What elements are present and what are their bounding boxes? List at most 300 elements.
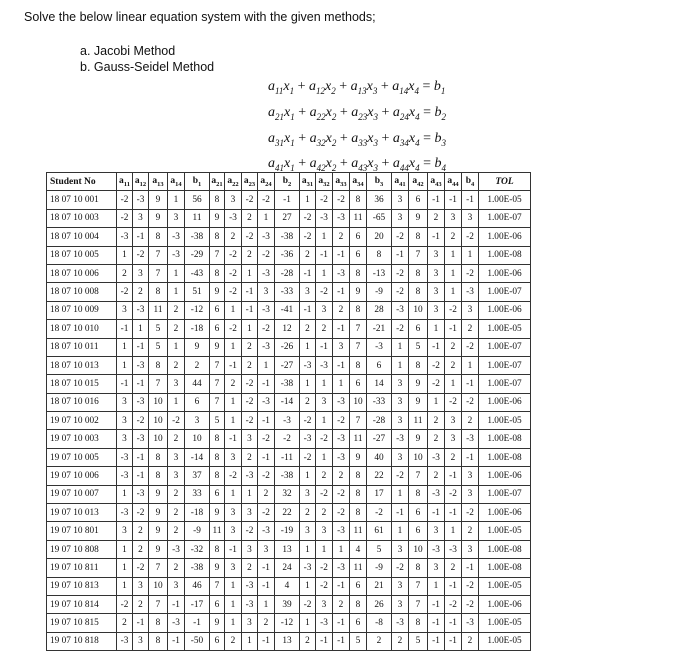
coefficient-cell: 2 — [300, 393, 316, 411]
equation-line — [268, 76, 446, 102]
coefficient-cell: 7 — [409, 595, 428, 613]
coefficient-cell: -2 — [133, 559, 149, 577]
coefficient-cell: -1 — [185, 614, 210, 632]
coefficient-cell: -2 — [225, 320, 242, 338]
coefficient-cell: 1 — [445, 283, 462, 301]
student-number-cell: 18 07 10 003 — [47, 209, 117, 227]
coefficient-cell: -3 — [333, 264, 350, 282]
coefficient-cell: 1 — [242, 264, 258, 282]
coefficient-cell: -1 — [225, 356, 242, 374]
student-number-cell: 19 07 10 813 — [47, 577, 117, 595]
coefficient-cell: 3 — [300, 283, 316, 301]
coefficient-cell: 3 — [225, 191, 242, 209]
equation-system — [268, 76, 446, 179]
student-number-cell: 18 07 10 001 — [47, 191, 117, 209]
table-row — [47, 540, 531, 558]
coefficient-cell: 5 — [149, 338, 168, 356]
equation-rhs: $b_3$ — [434, 130, 446, 148]
coefficient-cell: 21 — [367, 577, 392, 595]
coefficient-cell: 1 — [300, 614, 316, 632]
coefficient-cell: 2 — [168, 301, 185, 319]
coefficient-cell: 8 — [210, 264, 225, 282]
coefficient-cell: 2 — [300, 632, 316, 650]
coefficient-cell: -3 — [168, 246, 185, 264]
coefficient-cell: -1 — [117, 375, 133, 393]
student-number-cell: 19 07 10 814 — [47, 595, 117, 613]
coefficient-cell: 5 — [149, 320, 168, 338]
coefficient-cell: 1 — [300, 338, 316, 356]
coefficient-cell: -3 — [258, 228, 275, 246]
coefficient-cell: 6 — [185, 393, 210, 411]
coefficient-cell: 9 — [210, 209, 225, 227]
coefficient-cell: -1 — [333, 320, 350, 338]
coefficient-cell: 8 — [149, 632, 168, 650]
coefficient-cell: -3 — [333, 209, 350, 227]
column-header: $a_{32}$ — [316, 173, 333, 191]
coefficient-cell: 3 — [333, 338, 350, 356]
coefficient-cell: -1 — [168, 632, 185, 650]
coefficient-cell: 3 — [316, 393, 333, 411]
coefficient-cell: -1 — [316, 338, 333, 356]
coefficient-cell: 8 — [210, 228, 225, 246]
coefficient-cell: -3 — [117, 448, 133, 466]
coefficient-cell: 9 — [210, 614, 225, 632]
coefficient-cell: 1 — [242, 632, 258, 650]
coefficient-cell: 8 — [350, 504, 367, 522]
coefficient-cell: -3 — [258, 338, 275, 356]
coefficient-cell: 3 — [242, 430, 258, 448]
column-header: TOL — [479, 173, 531, 191]
coefficient-cell: 2 — [168, 356, 185, 374]
coefficient-cell: 3 — [225, 448, 242, 466]
student-number-cell: 18 07 10 011 — [47, 338, 117, 356]
coefficient-cell: -3 — [333, 393, 350, 411]
coefficient-cell: -27 — [275, 356, 300, 374]
coefficient-cell: -2 — [133, 412, 149, 430]
equation-term: $a_{42}x_2$ — [309, 156, 337, 174]
coefficient-cell: -21 — [367, 320, 392, 338]
coefficient-cell: 3 — [462, 485, 479, 503]
column-header: $a_{43}$ — [428, 173, 445, 191]
coefficient-cell: 6 — [350, 614, 367, 632]
coefficient-cell: 32 — [275, 485, 300, 503]
tolerance-cell: 1.00E-07 — [479, 283, 531, 301]
coefficient-cell: 2 — [445, 338, 462, 356]
coefficient-cell: 10 — [409, 448, 428, 466]
coefficient-cell: 3 — [392, 595, 409, 613]
coefficient-cell: 1 — [445, 246, 462, 264]
coefficient-cell: 1 — [428, 393, 445, 411]
plus-sign: + — [335, 79, 351, 94]
column-header: $b_2$ — [275, 173, 300, 191]
coefficient-cell: 10 — [149, 430, 168, 448]
coefficient-cell: 26 — [367, 595, 392, 613]
coefficient-cell: 11 — [350, 430, 367, 448]
tolerance-cell: 1.00E-05 — [479, 614, 531, 632]
table-row — [47, 320, 531, 338]
coefficient-cell: 1 — [225, 577, 242, 595]
coefficient-cell: -3 — [392, 430, 409, 448]
table-row — [47, 356, 531, 374]
coefficient-cell: 3 — [168, 448, 185, 466]
student-number-cell: 18 07 10 010 — [47, 320, 117, 338]
coefficient-cell: 2 — [242, 448, 258, 466]
coefficient-cell: 6 — [210, 632, 225, 650]
coefficient-cell: 10 — [350, 393, 367, 411]
table-row — [47, 228, 531, 246]
coefficient-cell: 2 — [462, 632, 479, 650]
coefficient-cell: 1 — [242, 485, 258, 503]
coefficient-cell: 1 — [225, 614, 242, 632]
coefficient-cell: 8 — [210, 430, 225, 448]
coefficient-cell: 2 — [225, 228, 242, 246]
coefficient-cell: 8 — [350, 264, 367, 282]
coefficient-cell: 8 — [409, 356, 428, 374]
coefficient-cell: -3 — [168, 228, 185, 246]
coefficient-cell: 1 — [117, 246, 133, 264]
student-number-cell: 18 07 10 008 — [47, 283, 117, 301]
coefficient-cell: 9 — [350, 283, 367, 301]
equation-term: $a_{33}x_3$ — [351, 130, 378, 148]
coefficient-cell: -2 — [316, 191, 333, 209]
table-row — [47, 559, 531, 577]
coefficient-cell: 1 — [258, 209, 275, 227]
coefficient-cell: -18 — [185, 320, 210, 338]
coefficient-cell: -2 — [133, 504, 149, 522]
coefficient-cell: -2 — [300, 412, 316, 430]
table-row — [47, 614, 531, 632]
coefficient-cell: 7 — [409, 467, 428, 485]
coefficient-cell: -9 — [367, 559, 392, 577]
table-row — [47, 283, 531, 301]
equation-rhs: $b_1$ — [433, 79, 446, 96]
coefficient-cell: -2 — [242, 375, 258, 393]
student-number-cell: 18 07 10 015 — [47, 375, 117, 393]
coefficient-cell: 1 — [117, 540, 133, 558]
coefficient-cell: -3 — [428, 485, 445, 503]
coefficient-cell: -3 — [242, 577, 258, 595]
coefficient-cell: -2 — [333, 412, 350, 430]
coefficient-cell: 6 — [367, 356, 392, 374]
coefficient-cell: -2 — [300, 448, 316, 466]
coefficient-cell: -28 — [367, 412, 392, 430]
plus-sign: + — [294, 104, 310, 120]
coefficient-cell: -1 — [428, 614, 445, 632]
coefficient-cell: 9 — [409, 375, 428, 393]
coefficient-cell: -2 — [275, 430, 300, 448]
coefficient-cell: -2 — [316, 577, 333, 595]
coefficient-cell: 1 — [225, 393, 242, 411]
coefficient-cell: -2 — [333, 485, 350, 503]
coefficient-cell: -8 — [367, 614, 392, 632]
coefficient-cell: -2 — [445, 485, 462, 503]
student-number-cell: 19 07 10 811 — [47, 559, 117, 577]
column-header: $a_{11}$ — [117, 173, 133, 191]
coefficient-cell: 1 — [428, 577, 445, 595]
table-row — [47, 595, 531, 613]
coefficient-cell: 8 — [149, 467, 168, 485]
coefficient-cell: 8 — [409, 228, 428, 246]
coefficient-cell: 17 — [367, 485, 392, 503]
coefficient-cell: 7 — [210, 375, 225, 393]
coefficient-cell: 3 — [462, 467, 479, 485]
coefficient-cell: -38 — [275, 228, 300, 246]
coefficient-cell: -1 — [462, 375, 479, 393]
coefficient-cell: 2 — [333, 228, 350, 246]
coefficient-cell: 6 — [210, 320, 225, 338]
coefficient-cell: 2 — [168, 522, 185, 540]
coefficient-cell: -1 — [445, 191, 462, 209]
coefficient-cell: 3 — [392, 209, 409, 227]
coefficient-cell: 3 — [428, 301, 445, 319]
plus-sign: + — [294, 156, 310, 172]
student-number-cell: 18 07 10 006 — [47, 264, 117, 282]
student-number-cell: 19 07 10 808 — [47, 540, 117, 558]
equation-rhs: $b_4$ — [434, 156, 446, 174]
equation-line — [268, 102, 446, 128]
coefficient-cell: 8 — [149, 228, 168, 246]
coefficient-cell: -3 — [117, 504, 133, 522]
coefficient-cell: 8 — [149, 356, 168, 374]
coefficient-cell: 56 — [185, 191, 210, 209]
coefficient-cell: -1 — [258, 412, 275, 430]
coefficient-cell: 11 — [185, 209, 210, 227]
coefficient-cell: -2 — [258, 430, 275, 448]
coefficient-cell: 2 — [333, 467, 350, 485]
coefficient-cell: 1 — [445, 375, 462, 393]
coefficient-cell: 1 — [117, 559, 133, 577]
coefficient-cell: 11 — [210, 522, 225, 540]
coefficient-cell: -3 — [462, 614, 479, 632]
coefficient-cell: -2 — [242, 393, 258, 411]
coefficient-cell: 2 — [133, 522, 149, 540]
coefficient-cell: -3 — [300, 559, 316, 577]
coefficient-cell: 8 — [409, 264, 428, 282]
coefficient-cell: 13 — [275, 540, 300, 558]
coefficient-cell: 1 — [428, 320, 445, 338]
coefficient-cell: 1 — [225, 301, 242, 319]
coefficient-cell: 2 — [242, 559, 258, 577]
coefficient-cell: 40 — [367, 448, 392, 466]
coefficient-cell: 3 — [392, 577, 409, 595]
coefficient-cell: 6 — [350, 375, 367, 393]
table-row — [47, 412, 531, 430]
tolerance-cell: 1.00E-07 — [479, 338, 531, 356]
coefficient-cell: 7 — [409, 577, 428, 595]
coefficient-cell: 14 — [367, 375, 392, 393]
coefficient-cell: 3 — [392, 191, 409, 209]
coefficient-cell: 5 — [350, 632, 367, 650]
student-number-cell: 18 07 10 005 — [47, 246, 117, 264]
coefficient-cell: 1 — [333, 375, 350, 393]
coefficient-cell: 2 — [428, 412, 445, 430]
table-row — [47, 375, 531, 393]
coefficient-cell: -19 — [275, 522, 300, 540]
coefficient-cell: 3 — [133, 264, 149, 282]
coefficient-cell: -3 — [392, 301, 409, 319]
coefficient-cell: -1 — [225, 430, 242, 448]
coefficient-cell: -3 — [333, 448, 350, 466]
coefficient-cell: 1 — [242, 320, 258, 338]
coefficient-cell: 9 — [185, 338, 210, 356]
coefficient-cell: -1 — [333, 577, 350, 595]
coefficient-cell: -1 — [242, 301, 258, 319]
student-number-cell: 19 07 10 002 — [47, 412, 117, 430]
coefficient-cell: -3 — [242, 595, 258, 613]
tolerance-cell: 1.00E-06 — [479, 228, 531, 246]
coefficient-cell: 2 — [242, 246, 258, 264]
coefficient-cell: -41 — [275, 301, 300, 319]
coefficient-cell: 1 — [392, 522, 409, 540]
coefficient-cell: 3 — [185, 412, 210, 430]
coefficient-cell: -29 — [185, 246, 210, 264]
coefficient-cell: 10 — [185, 430, 210, 448]
coefficient-cell: 8 — [367, 246, 392, 264]
coefficient-cell: 3 — [242, 540, 258, 558]
coefficient-cell: 3 — [462, 209, 479, 227]
table-row — [47, 209, 531, 227]
coefficient-cell: 3 — [428, 264, 445, 282]
coefficient-cell: -2 — [392, 467, 409, 485]
coefficient-cell: 9 — [210, 559, 225, 577]
coefficient-cell: -2 — [225, 264, 242, 282]
equation-term: $a_{43}x_3$ — [351, 156, 378, 174]
coefficient-cell: -1 — [242, 283, 258, 301]
coefficient-cell: 28 — [367, 301, 392, 319]
coefficient-cell: -2 — [117, 191, 133, 209]
coefficient-cell: -3 — [133, 430, 149, 448]
equals-sign: = — [418, 79, 434, 94]
plus-sign: + — [377, 104, 393, 120]
coefficient-cell: 7 — [149, 246, 168, 264]
coefficient-cell: 3 — [117, 393, 133, 411]
coefficient-cell: -1 — [316, 246, 333, 264]
coefficient-cell: 3 — [168, 467, 185, 485]
coefficient-cell: -1 — [300, 264, 316, 282]
coefficient-cell: 1 — [300, 540, 316, 558]
coefficient-cell: -3 — [242, 467, 258, 485]
student-number-cell: 18 07 10 016 — [47, 393, 117, 411]
plus-sign: + — [336, 104, 352, 120]
coefficient-cell: 1 — [316, 448, 333, 466]
coefficient-cell: 1 — [316, 540, 333, 558]
coefficient-cell: 8 — [350, 485, 367, 503]
coefficient-cell: -3 — [133, 191, 149, 209]
coefficient-cell: 9 — [210, 338, 225, 356]
coefficient-cell: -1 — [445, 320, 462, 338]
plus-sign: + — [377, 130, 393, 146]
equation-term: $a_{32}x_2$ — [309, 130, 337, 148]
coefficient-cell: 3 — [428, 559, 445, 577]
coefficient-cell: 2 — [462, 522, 479, 540]
coefficient-cell: -1 — [445, 467, 462, 485]
coefficient-cell: -1 — [428, 504, 445, 522]
coefficient-cell: -2 — [333, 504, 350, 522]
coefficient-cell: 2 — [168, 430, 185, 448]
column-header: $a_{33}$ — [333, 173, 350, 191]
coefficient-cell: 7 — [210, 393, 225, 411]
coefficient-cell: 22 — [367, 467, 392, 485]
coefficient-cell: 8 — [350, 467, 367, 485]
coefficient-cell: -2 — [367, 504, 392, 522]
coefficient-cell: -2 — [258, 191, 275, 209]
coefficient-cell: -38 — [185, 559, 210, 577]
coefficient-cell: -1 — [428, 338, 445, 356]
student-number-cell: 19 07 10 815 — [47, 614, 117, 632]
coefficient-cell: 1 — [392, 485, 409, 503]
coefficient-cell: 3 — [300, 485, 316, 503]
equation-term: $a_{44}x_4$ — [392, 156, 420, 174]
coefficient-cell: -2 — [258, 246, 275, 264]
table-row — [47, 430, 531, 448]
tolerance-cell: 1.00E-08 — [479, 430, 531, 448]
coefficient-cell: -1 — [258, 375, 275, 393]
coefficient-cell: 3 — [117, 412, 133, 430]
coefficient-cell: -2 — [133, 246, 149, 264]
coefficient-cell: -26 — [275, 338, 300, 356]
coefficient-cell: -9 — [367, 283, 392, 301]
coefficient-cell: -3 — [333, 559, 350, 577]
coefficient-cell: -2 — [392, 320, 409, 338]
coefficient-cell: 4 — [350, 540, 367, 558]
table-row — [47, 246, 531, 264]
coefficient-cell: -2 — [445, 393, 462, 411]
coefficient-cell: -3 — [462, 430, 479, 448]
equation-term: $a_{13}x_3$ — [350, 79, 378, 96]
coefficient-cell: -3 — [428, 448, 445, 466]
coefficient-cell: -2 — [445, 595, 462, 613]
coefficient-cell: 39 — [275, 595, 300, 613]
coefficient-cell: 11 — [409, 412, 428, 430]
coefficient-cell: -3 — [392, 614, 409, 632]
coefficient-cell: -1 — [445, 504, 462, 522]
coefficient-cell: 3 — [117, 301, 133, 319]
coefficient-cell: -3 — [225, 209, 242, 227]
coefficient-cell: 2 — [258, 614, 275, 632]
coefficient-cell: 9 — [149, 485, 168, 503]
equation-rhs: $b_2$ — [434, 104, 446, 122]
coefficient-cell: -2 — [300, 209, 316, 227]
coefficient-cell: -1 — [258, 632, 275, 650]
coefficient-cell: -2 — [392, 559, 409, 577]
coefficient-cell: -2 — [316, 283, 333, 301]
coefficient-cell: -1 — [225, 540, 242, 558]
coefficient-cell: 1 — [225, 412, 242, 430]
table-row — [47, 467, 531, 485]
student-number-cell: 18 07 10 004 — [47, 228, 117, 246]
coefficient-cell: -3 — [316, 614, 333, 632]
coefficient-cell: -2 — [225, 246, 242, 264]
coefficient-cell: 1 — [117, 338, 133, 356]
coefficient-cell: 1 — [300, 467, 316, 485]
coefficient-cell: -1 — [333, 356, 350, 374]
coefficient-cell: 3 — [242, 504, 258, 522]
coefficient-cell: 61 — [367, 522, 392, 540]
coefficient-cell: 2 — [462, 320, 479, 338]
coefficient-cell: 51 — [185, 283, 210, 301]
coefficient-cell: -2 — [258, 504, 275, 522]
coefficient-cell: 7 — [149, 264, 168, 282]
coefficient-cell: -1 — [428, 228, 445, 246]
coefficient-cell: -17 — [185, 595, 210, 613]
coefficient-cell: -3 — [117, 467, 133, 485]
coefficient-cell: -38 — [275, 467, 300, 485]
coefficient-cell: -1 — [333, 246, 350, 264]
coefficient-cell: -33 — [275, 283, 300, 301]
coefficient-cell: 44 — [185, 375, 210, 393]
coefficient-cell: 2 — [258, 485, 275, 503]
coefficient-cell: -3 — [258, 393, 275, 411]
